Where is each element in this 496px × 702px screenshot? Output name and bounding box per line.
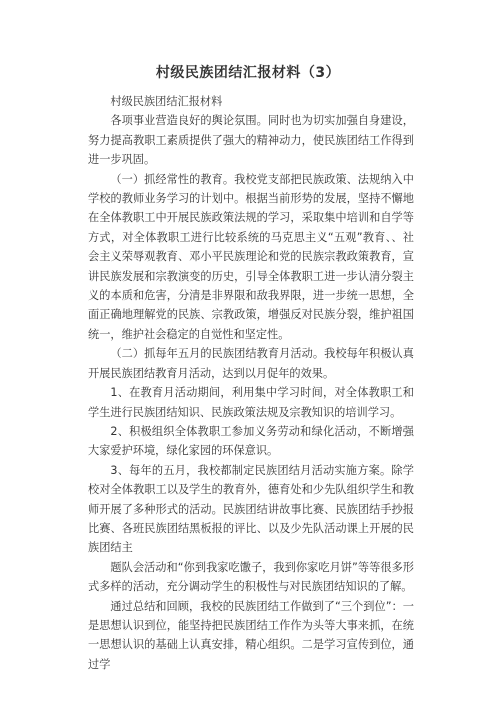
paragraph-summary: 通过总结和回顾，我校的民族团结工作做到了“三个到位”：一是思想认识到位，能坚持把民族团结工作作为头等大事来抓，在统一思想认识的基础上认真安排，精心组织。二是学习宣传到位，通过学: [88, 599, 414, 671]
paragraph-subtitle: 村级民族团结汇报材料: [110, 95, 223, 108]
paragraph-section-2: （二）抓每年五月的民族团结教育月活动。我校每年积极认真开展民族团结教育月活动，达到以月促年的效果。: [88, 347, 414, 380]
document-body: [88, 92, 414, 674]
paragraph-intro: 各项事业营造良好的舆论氛围。同时也为切实加强自身建设，努力提高教职工素质提供了强大的精神动力，使民族团结工作得到进一步巩固。: [88, 114, 414, 167]
document-title: 村级民族团结汇报材料（3）: [155, 65, 341, 81]
paragraph-section-1: （一）抓经常性的教育。我校党支部把民族政策、法规纳入中学校的教师业务学习的计划中。根据当前形势的发展，坚持不懈地在全体教职工中开展民族政策法规的学习，采取集中培训和自学等方式，对全体教职工进行比较系统的马克思主义“五观”教育、、社会主义荣辱观教育、邓小平民族理论和党的民族宗教政策教育，宣讲民族发展和宗教演变的历史，引导全体教职工进一步认清分裂主义的本质和危害，分清是非界限和敌我界限，进一步统一思想，全面正确地理解党的民族、宗教政策，增强反对民族分裂，维护祖国统一，维护社会稳定的自觉性和坚定性。: [88, 172, 414, 341]
paragraph-item-1: 1、在教育月活动期间，利用集中学习时间，对全体教职工和学生进行民族团结知识、民族政策法规及宗教知识的培训学习。: [88, 386, 414, 419]
paragraph-item-3: 3、每年的五月，我校都制定民族团结月活动实施方案。除学校对全体教职工以及学生的教育外，德育处和少先队组织学生和教师开展了多种形式的活动。民族团结讲故事比赛、民族团结手抄报比赛、各班民族团结黑板报的评比、以及少先队活动课上开展的民族团结主: [88, 463, 414, 555]
paragraph-item-2: 2、积极组织全体教职工参加义务劳动和绿化活动，不断增强大家爱护环境，绿化家园的环保意识。: [88, 424, 414, 458]
paragraph-item-3-cont: 题队会活动和“你到我家吃馓子，我到你家吃月饼”等等很多形式多样的活动，充分调动学生的积极性与对民族团结知识的了解。: [88, 560, 414, 594]
